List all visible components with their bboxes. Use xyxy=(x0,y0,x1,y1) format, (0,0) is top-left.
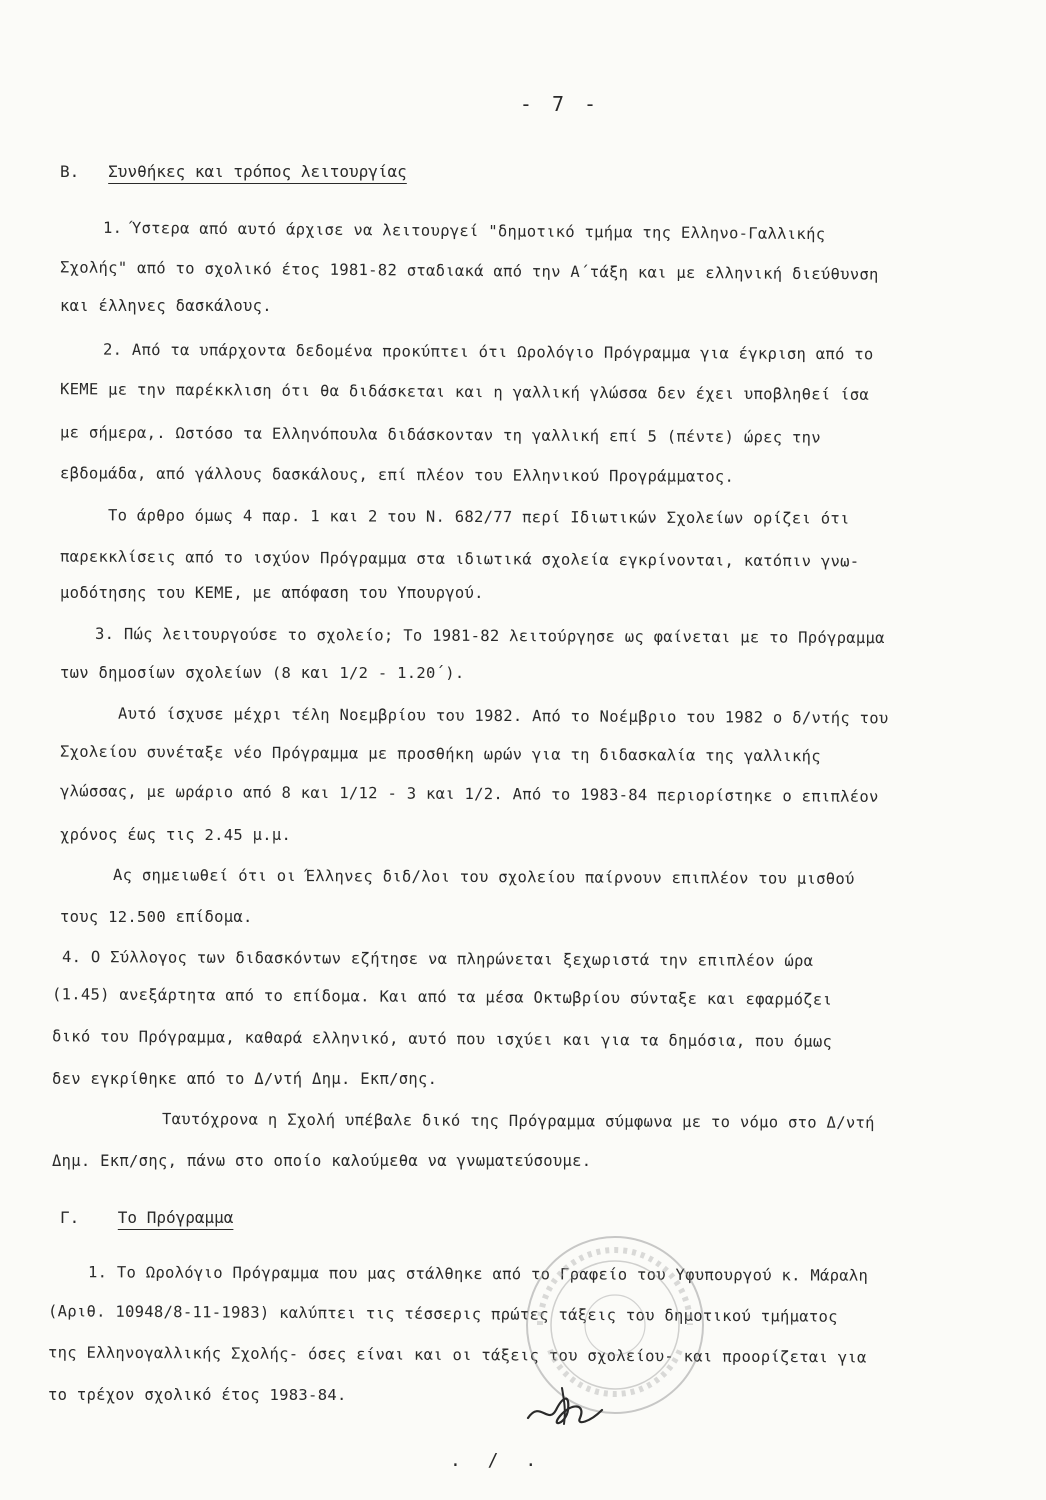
text-line: 2. Από τα υπάρχοντα δεδομένα προκύπτει ότι Ωρολόγιο Πρόγραμμα για έγκριση από το xyxy=(102,340,874,364)
text-line: Ας σημειωθεί ότι οι Έλληνες διδ/λοι του σχολείου παίρνουν επιπλέον του μισθού xyxy=(112,866,855,888)
text-line: Δημ. Εκπ/σης, πάνω στο οποίο καλούμεθα να γνωματεύσουμε. xyxy=(52,1152,592,1170)
text-line: Ταυτόχρονα η Σχολή υπέβαλε δικό της Πρόγραμμα σύμφωνα με το νόμο στο Δ/ντή xyxy=(161,1110,875,1132)
text-line: Αυτό ίσχυσε μέχρι τέλη Νοεμβρίου του 1982. Από το Νοέμβριο του 1982 ο δ/ντής του xyxy=(117,704,889,728)
text-line: με σήμερα,. Ωστόσο τα Ελληνόπουλα διδάσκονταν τη γαλλική επί 5 (πέντε) ώρες την xyxy=(59,423,821,447)
section-c-letter: Γ. xyxy=(60,1208,80,1227)
text-line: 1. Ύστερα από αυτό άρχισε να λειτουργεί "δημοτικό τμήμα της Ελληνο-Γαλλικής xyxy=(102,218,826,244)
text-line: μοδότησης του ΚΕΜΕ, με απόφαση του Υπουργού. xyxy=(60,584,484,602)
text-line: (1.45) ανεξάρτητα από το επίδομα. Και από τα μέσα Οκτωβρίου σύνταξε και εφαρμόζει xyxy=(51,985,833,1009)
text-line: (Αριθ. 10948/8-11-1983) καλύπτει τις τέσσερις πρώτες τάξεις του δημοτικού τμήματος xyxy=(47,1302,838,1326)
text-line: ΚΕΜΕ με την παρέκκλιση ότι θα διδάσκεται και η γαλλική γλώσσα δεν έχει υποβληθεί ίσα xyxy=(59,380,870,404)
text-line: Σχολής" από το σχολικό έτος 1981-82 σταδιακά από την Α΄τάξη και με ελληνική διεύθυνση xyxy=(59,258,879,284)
section-b-letter: Β. xyxy=(60,162,80,181)
text-line: δικό του Πρόγραμμα, καθαρά ελληνικό, αυτό που ισχύει και για τα δημόσια, που όμως xyxy=(51,1027,833,1051)
section-b-heading xyxy=(60,162,407,181)
text-line: γλώσσας, με ωράριο από 8 και 1/12 - 3 και 1/2. Από το 1983-84 περιορίστηκε ο επιπλέον xyxy=(59,782,879,806)
section-c-heading xyxy=(60,1208,233,1227)
text-line: των δημοσίων σχολείων (8 και 1/2 - 1.20΄). xyxy=(60,664,465,682)
continuation-mark: . / . xyxy=(450,1450,545,1471)
handwritten-signature-icon xyxy=(520,1380,610,1435)
text-line: παρεκκλίσεις από το ισχύον Πρόγραμμα στα ιδιωτικά σχολεία εγκρίνονται, κατόπιν γνω- xyxy=(59,547,860,571)
page-number: - 7 - xyxy=(519,92,601,116)
text-line: το τρέχον σχολικό έτος 1983-84. xyxy=(48,1386,347,1404)
text-line: εβδομάδα, από γάλλους δασκάλους, επί πλέον του Ελληνικού Προγράμματος. xyxy=(59,464,735,486)
text-line: και έλληνες δασκάλους. xyxy=(60,297,272,315)
text-line: 4. Ο Σύλλογος των διδασκόντων εζήτησε να πληρώνεται ξεχωριστά την επιπλέον ώρα xyxy=(61,948,814,970)
text-line: της Ελληνογαλλικής Σχολής- όσες είναι και οι τάξεις του σχολείου- και προορίζεται για xyxy=(47,1343,867,1367)
text-line: Σχολείου συνέταξε νέο Πρόγραμμα με προσθήκη ωρών για τη διδασκαλία της γαλλικής xyxy=(59,742,821,766)
text-line: τους 12.500 επίδομα. xyxy=(60,908,253,926)
section-c-title: Το Πρόγραμμα xyxy=(117,1208,234,1227)
section-b-title: Συνθήκες και τρόπος λειτουργίας xyxy=(108,162,407,181)
text-line: Το άρθρο όμως 4 παρ. 1 και 2 του Ν. 682/77 περί Ιδιωτικών Σχολείων ορίζει ότι xyxy=(107,506,850,528)
text-line: χρόνος έως τις 2.45 μ.μ. xyxy=(60,826,292,844)
text-line: 1. Το Ωρολόγιο Πρόγραμμα που μας στάλθηκε από το Γραφείο του Υφυπουργού κ. Μάραλη xyxy=(87,1263,869,1285)
text-line: δεν εγκρίθηκε από το Δ/ντή Δημ. Εκπ/σης. xyxy=(52,1070,438,1088)
text-line: 3. Πώς λειτουργούσε το σχολείο; Το 1981-82 λειτούργησε ως φαίνεται με το Πρόγραμμα xyxy=(94,624,885,648)
